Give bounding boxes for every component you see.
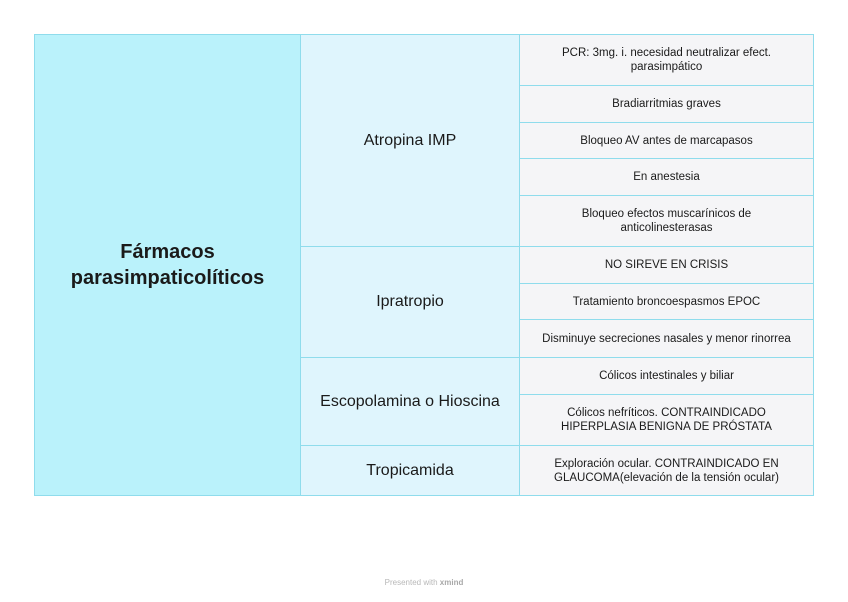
branch-topic[interactable]: Tropicamida [301,446,520,495]
branch-group-escopolamina [301,358,813,446]
branch-group-ipratropio [301,247,813,358]
root-topic-title: Fármacos parasimpaticolíticos [70,241,265,289]
branch-topic[interactable]: Escopolamina o Hioscina [301,358,520,445]
subtopic-list [520,358,813,445]
branch-topic[interactable]: Ipratropio [301,247,520,357]
branch-group-atropina [301,35,813,247]
branch-topic[interactable]: Atropina IMP [301,35,520,246]
branch-groups [301,35,813,495]
root-topic[interactable] [35,35,301,495]
subtopic[interactable]: NO SIREVE EN CRISIS [520,247,813,284]
mindmap-table [34,34,814,496]
branch-group-tropicamida [301,446,813,495]
subtopic[interactable]: Disminuye secreciones nasales y menor rinorrea [520,320,813,357]
subtopic-list [520,247,813,357]
subtopic[interactable]: En anestesia [520,159,813,196]
footer-prefix: Presented with [384,578,438,587]
xmind-logo: xmind [439,578,464,587]
subtopic[interactable]: Cólicos intestinales y biliar [520,358,813,395]
subtopic[interactable]: PCR: 3mg. i. necesidad neutralizar efect. parasimpático [520,35,813,86]
subtopic[interactable]: Cólicos nefríticos. CONTRAINDICADO HIPERPLASIA BENIGNA DE PRÓSTATA [520,395,813,445]
subtopic[interactable]: Bloqueo AV antes de marcapasos [520,123,813,160]
footer-attribution [0,578,848,587]
subtopic[interactable]: Bradiarritmias graves [520,86,813,123]
subtopic-list [520,35,813,246]
subtopic[interactable]: Bloqueo efectos muscarínicos de anticolinesterasas [520,196,813,246]
subtopic[interactable]: Exploración ocular. CONTRAINDICADO EN GLAUCOMA(elevación de la tensión ocular) [520,446,813,495]
subtopic[interactable]: Tratamiento broncoespasmos EPOC [520,284,813,321]
subtopic-list [520,446,813,495]
